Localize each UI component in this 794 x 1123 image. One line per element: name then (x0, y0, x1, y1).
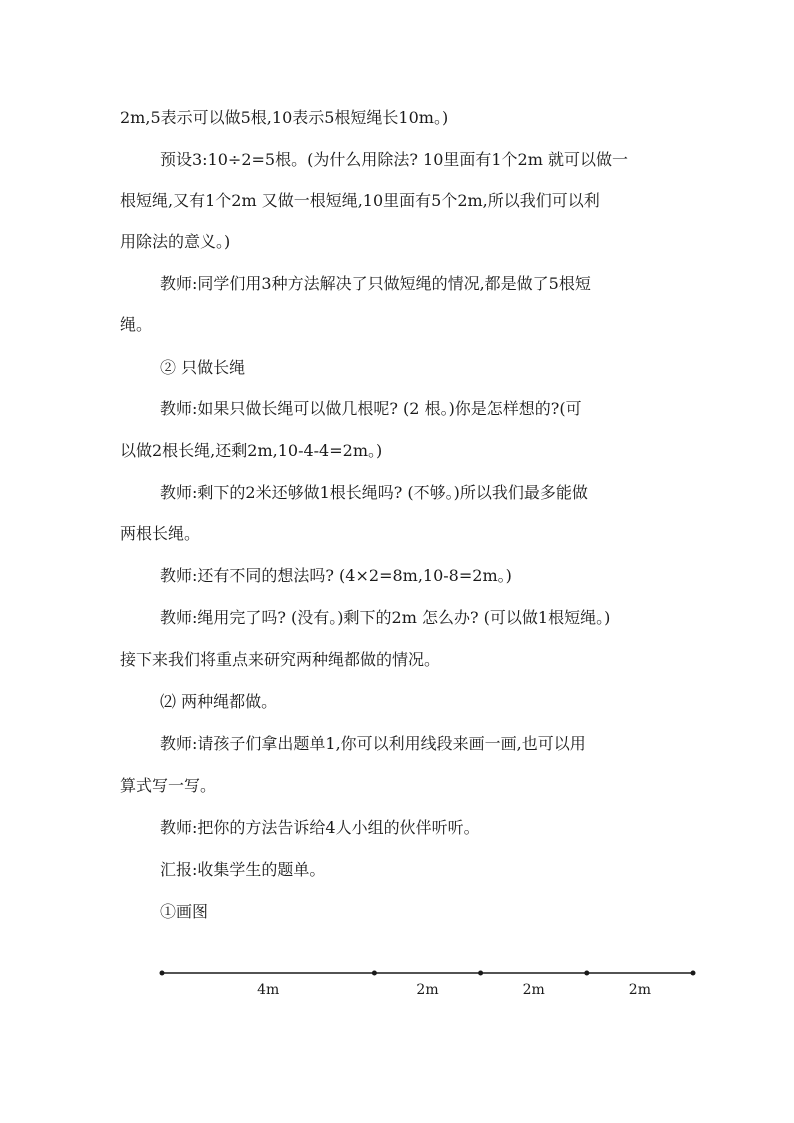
section-heading: ①画图 (160, 902, 209, 921)
paragraph-line: 教师:还有不同的想法吗? (4×2=8m,10-8=2m。) (160, 566, 512, 585)
segment-label: 2m (522, 982, 545, 998)
paragraph-line: 教师:把你的方法告诉给4人小组的伙伴听听。 (160, 818, 480, 837)
paragraph-line: 教师:如果只做长绳可以做几根呢? (2 根。)你是怎样想的?(可 (160, 399, 582, 418)
paragraph-line: 接下来我们将重点来研究两种绳都做的情况。 (120, 650, 441, 669)
segment-endpoint (584, 971, 589, 976)
paragraph-line: 预设3:10÷2=5根。(为什么用除法? 10里面有1个2m 就可以做一 (160, 150, 628, 169)
segment-label: 2m (628, 982, 651, 998)
segment-label: 2m (416, 982, 439, 998)
segment-endpoint (691, 971, 696, 976)
paragraph-line: 用除法的意义。) (120, 232, 231, 251)
paragraph-line: 根短绳,又有1个2m 又做一根短绳,10里面有5个2m,所以我们可以利 (120, 191, 600, 210)
segment-endpoint (478, 971, 483, 976)
line-segment-diagram (150, 958, 710, 1008)
paragraph-line: 算式写一写。 (120, 776, 217, 795)
segment-endpoint (372, 971, 377, 976)
paragraph-line: 两根长绳。 (120, 524, 201, 543)
section-heading: ② 只做长绳 (160, 358, 246, 377)
paragraph-line: 教师:绳用完了吗? (没有。)剩下的2m 怎么办? (可以做1根短绳。) (160, 608, 611, 627)
paragraph-line: 绳。 (120, 315, 153, 334)
paragraph-line: 教师:同学们用3种方法解决了只做短绳的情况,都是做了5根短 (160, 274, 591, 293)
segment-endpoint (160, 971, 165, 976)
segment-label: 4m (257, 982, 280, 998)
paragraph-line: 以做2根长绳,还剩2m,10-4-4=2m。) (120, 441, 383, 460)
section-heading: ⑵ 两种绳都做。 (160, 692, 278, 711)
paragraph-line: 教师:剩下的2米还够做1根长绳吗? (不够。)所以我们最多能做 (160, 483, 588, 502)
paragraph-line: 汇报:收集学生的题单。 (160, 860, 326, 879)
paragraph-line: 2m,5表示可以做5根,10表示5根短绳长10m。) (120, 108, 449, 127)
paragraph-line: 教师:请孩子们拿出题单1,你可以利用线段来画一画,也可以用 (160, 734, 586, 753)
